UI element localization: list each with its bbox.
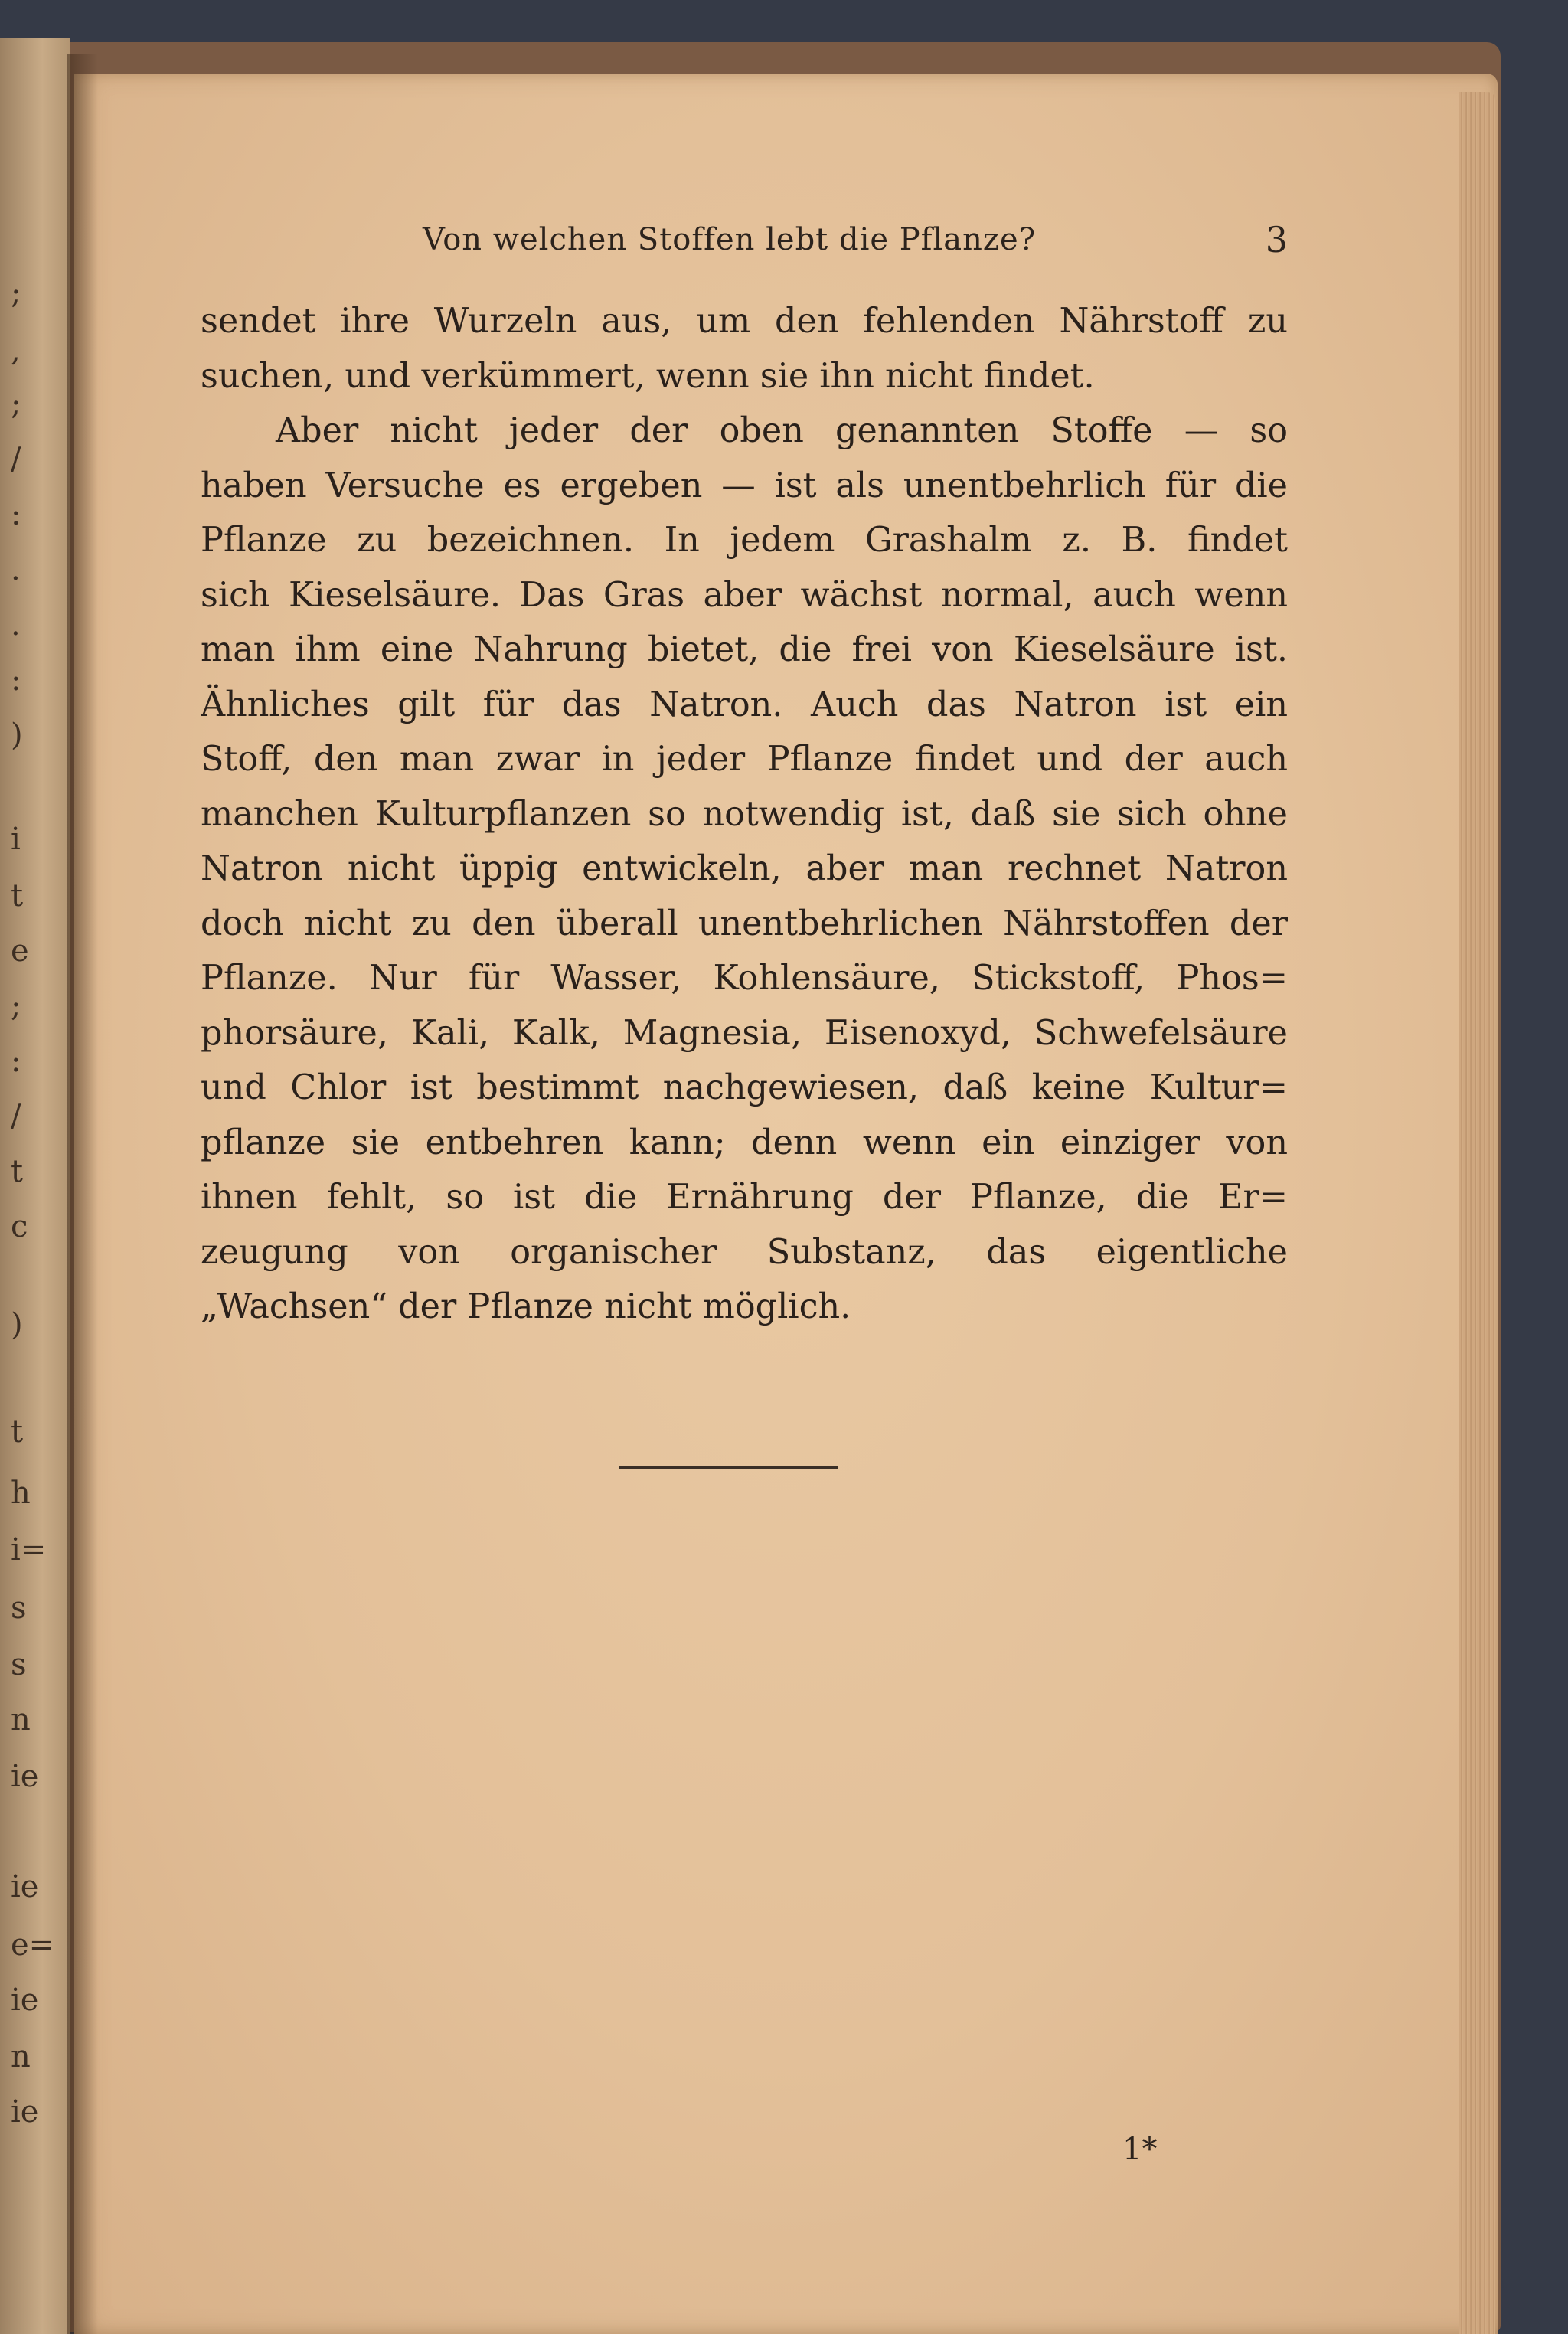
left-page-fragment: s [11,1647,27,1682]
text-line: ihnen fehlt, so ist die Ernährung der Pflanze, die Er= [201,1178,1288,1217]
text-line: pflanze sie entbehren kann; denn wenn ein einziger von [201,1123,1288,1162]
left-page-fragment: : [11,662,21,698]
left-facing-page [0,38,70,2334]
left-page-fragment: n [11,1702,31,1737]
left-page-fragment: t [11,878,24,914]
left-page-fragment: n [11,2039,31,2074]
left-page-fragment: ) [11,1307,23,1342]
text-line: doch nicht zu den überall unentbehrlichen Nährstoffen der [201,904,1288,943]
left-page-fragment: ie [11,1759,39,1794]
left-page-fragment: : [11,497,21,532]
text-line: „Wachsen“ der Pflanze nicht möglich. [201,1287,851,1326]
left-page-fragment: i [11,822,21,857]
text-line: phorsäure, Kali, Kalk, Magnesia, Eisenoxyd, Schwefelsäure [201,1013,1288,1053]
gutter-shadow [67,54,98,2334]
left-page-fragment: . [11,607,21,642]
text-line: Aber nicht jeder der oben genannten Stoffe — so [276,411,1288,450]
text-line: Ähnliches gilt für das Natron. Auch das Natron ist ein [201,685,1288,724]
left-page-fragment: ie [11,1983,39,2018]
left-page-fragment: ie [11,1869,39,1904]
text-line: zeugung von organischer Substanz, das eigentliche [201,1232,1288,1272]
text-line: Pflanze zu bezeichnen. In jedem Grashalm z. B. findet [201,521,1288,560]
text-line: haben Versuche es ergeben — ist als unentbehrlich für die [201,466,1288,505]
left-page-fragment: ; [11,989,21,1024]
left-page-fragment: : [11,1044,21,1079]
text-line: und Chlor ist bestimmt nachgewiesen, daß keine Kultur= [201,1068,1288,1107]
left-page-fragment: ; [11,276,21,311]
left-page-fragment: ie [11,2094,39,2130]
left-page-fragment: i= [11,1532,47,1567]
page-header [201,219,1288,268]
left-page-fragment: t [11,1414,24,1450]
text-line: sendet ihre Wurzeln aus, um den fehlenden Nährstoff zu [201,302,1288,341]
left-page-fragment: / [11,1099,21,1134]
left-page-fragment: e [11,933,29,969]
signature-mark: 1* [1122,2132,1158,2167]
text-line: manchen Kulturpflanzen so notwendig ist, daß sie sich ohne [201,794,1288,834]
left-page-fragment: . [11,552,21,587]
text-line: sich Kieselsäure. Das Gras aber wächst normal, auch wenn [201,575,1288,615]
text-line: Stoff, den man zwar in jeder Pflanze findet und der auch [201,740,1288,779]
left-page-fragment: ) [11,718,23,753]
left-page-fragment: ; [11,387,21,422]
left-page-fragment: h [11,1476,31,1511]
left-page-fragment: s [11,1590,27,1626]
text-line: man ihm eine Nahrung bietet, die frei von Kieselsäure ist. [201,630,1288,669]
left-page-fragment: , [11,333,21,368]
left-page-fragment: c [11,1209,28,1244]
section-divider-rule [619,1466,838,1469]
text-line: Natron nicht üppig entwickeln, aber man rechnet Natron [201,849,1288,888]
left-page-fragment: t [11,1154,24,1189]
text-line: Pflanze. Nur für Wasser, Kohlensäure, Stickstoff, Phos= [201,959,1288,998]
page-block-edge [1459,92,1495,2334]
running-head: Von welchen Stoffen lebt die Pflanze? [423,222,1037,257]
left-page-fragment: e= [11,1927,55,1963]
text-line: suchen, und verkümmert, wenn sie ihn nicht findet. [201,356,1095,396]
left-page-fragment: / [11,442,21,477]
page-number: 3 [1265,219,1288,260]
body-text [201,294,1288,1335]
